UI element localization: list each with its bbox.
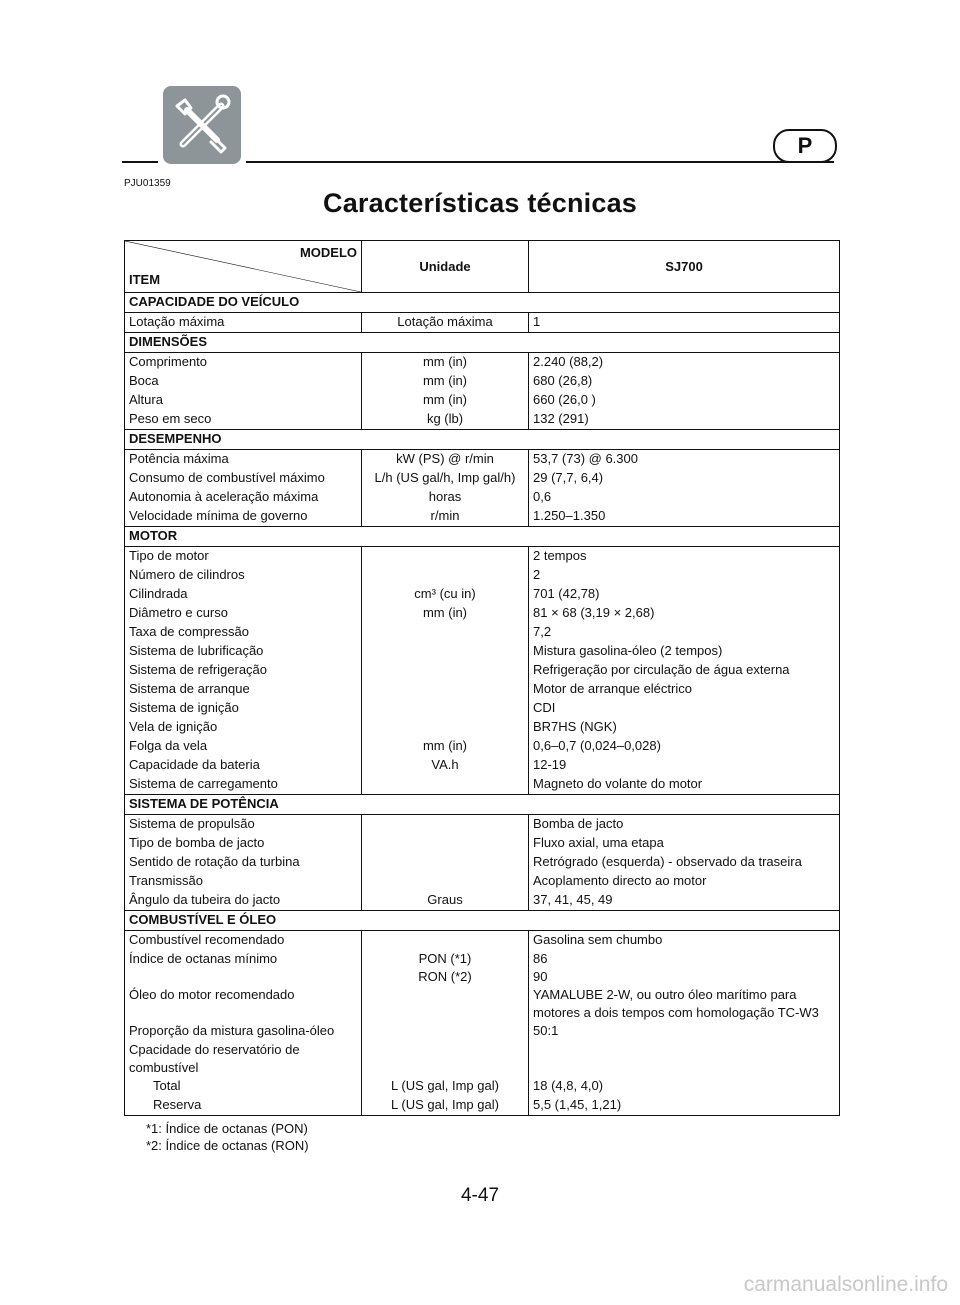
unit-cell: [362, 718, 529, 737]
header-diagonal-cell: [125, 241, 362, 293]
item-cell: Óleo do motor recomendado: [125, 986, 362, 1022]
unit-cell: VA.h: [362, 756, 529, 775]
value-cell: Gasolina sem chumbo: [533, 932, 663, 947]
unit-cell: mm (in): [362, 604, 529, 623]
value-cell: 86 90: [533, 951, 548, 984]
value-cell: Fluxo axial, uma etapa: [533, 835, 664, 850]
table-row: [125, 815, 840, 835]
section-header-row: [125, 333, 840, 353]
value-cell: Retrógrado (esquerda) - observado da traseira: [533, 854, 802, 869]
value-cell: BR7HS (NGK): [533, 719, 617, 734]
table-row: [125, 488, 840, 507]
unit-cell: [362, 1022, 529, 1041]
table-row: [125, 469, 840, 488]
value-cell: 701 (42,78): [533, 586, 600, 601]
unit-cell: [362, 547, 529, 567]
unit-cell: [362, 775, 529, 795]
value-cell: YAMALUBE 2-W, ou outro óleo marítimo para motores a dois tempos com homologação TC-W3: [533, 987, 819, 1020]
value-cell: 0,6: [533, 489, 552, 504]
unit-cell: Graus: [362, 891, 529, 911]
table-row: [125, 391, 840, 410]
item-cell: Ângulo da tubeira do jacto: [125, 891, 362, 911]
item-cell: Índice de octanas mínimo: [125, 950, 362, 986]
value-cell: Motor de arranque eléctrico: [533, 681, 692, 696]
item-cell: Combustível recomendado: [125, 931, 362, 951]
unit-cell: horas: [362, 488, 529, 507]
item-cell: Diâmetro e curso: [125, 604, 362, 623]
table-row: [125, 872, 840, 891]
item-cell: Cpacidade do reservatório de combustível: [125, 1041, 362, 1077]
unit-cell: mm (in): [362, 353, 529, 373]
unit-cell: [362, 931, 529, 951]
model-name-header: SJ700: [529, 241, 840, 293]
item-cell: Sentido de rotação da turbina: [125, 853, 362, 872]
item-cell: Folga da vela: [125, 737, 362, 756]
unit-cell: [362, 623, 529, 642]
value-cell: 50:1: [533, 1023, 559, 1038]
item-cell: Capacidade da bateria: [125, 756, 362, 775]
unit-cell: PON (*1) RON (*2): [362, 950, 529, 986]
table-row: [125, 680, 840, 699]
value-cell: 132 (291): [533, 411, 589, 426]
value-cell: [529, 1041, 840, 1077]
value-cell: 18 (4,8, 4,0): [533, 1078, 604, 1093]
value-cell: 0,6–0,7 (0,024–0,028): [533, 738, 661, 753]
value-cell: 5,5 (1,45, 1,21): [533, 1097, 622, 1112]
value-cell: Mistura gasolina-óleo (2 tempos): [533, 643, 723, 658]
footnotes: [146, 1120, 309, 1154]
unit-cell: kW (PS) @ r/min: [362, 450, 529, 470]
item-cell: Vela de ignição: [125, 718, 362, 737]
item-cell: Sistema de propulsão: [125, 815, 362, 835]
value-cell: 2: [533, 567, 541, 582]
unit-cell: [362, 986, 529, 1022]
value-cell: 660 (26,0 ): [533, 392, 596, 407]
item-cell: Tipo de motor: [125, 547, 362, 567]
unit-cell: [362, 1041, 529, 1077]
item-cell: Taxa de compressão: [125, 623, 362, 642]
unit-cell: Lotação máxima: [362, 313, 529, 333]
item-cell: Tipo de bomba de jacto: [125, 834, 362, 853]
value-cell: 53,7 (73) @ 6.300: [533, 451, 638, 466]
table-row: [125, 585, 840, 604]
table-row: [125, 950, 840, 986]
item-cell: Boca: [125, 372, 362, 391]
item-cell: Cilindrada: [125, 585, 362, 604]
value-cell: 2.240 (88,2): [533, 354, 604, 369]
value-cell: Refrigeração por circulação de água externa: [533, 662, 790, 677]
value-cell: 1: [533, 314, 541, 329]
item-cell: Reserva: [125, 1096, 362, 1116]
spec-table: [124, 240, 840, 1116]
table-row: [125, 1077, 840, 1096]
model-label: MODELO: [299, 245, 357, 260]
value-cell: Bomba de jacto: [533, 816, 624, 831]
item-cell: Proporção da mistura gasolina-óleo: [125, 1022, 362, 1041]
unit-cell: [362, 815, 529, 835]
table-row: [125, 623, 840, 642]
value-cell: 37, 41, 45, 49: [533, 892, 613, 907]
unit-cell: cm³ (cu in): [362, 585, 529, 604]
table-row: [125, 986, 840, 1022]
item-cell: Peso em seco: [125, 410, 362, 430]
value-cell: 12-19: [533, 757, 567, 772]
table-row: [125, 353, 840, 373]
table-row: [125, 1022, 840, 1041]
item-cell: Velocidade mínima de governo: [125, 507, 362, 527]
footnote-2: *2: Índice de octanas (RON): [146, 1138, 309, 1153]
section-code: PJU01359: [124, 178, 171, 189]
unit-cell: mm (in): [362, 372, 529, 391]
page-title: Características técnicas: [323, 188, 637, 218]
unit-cell: r/min: [362, 507, 529, 527]
table-row: [125, 313, 840, 333]
value-cell: 7,2: [533, 624, 552, 639]
unit-cell: [362, 661, 529, 680]
table-row: [125, 737, 840, 756]
table-row: [125, 1096, 840, 1116]
page-number: 4-47: [460, 1185, 500, 1206]
table-row: [125, 604, 840, 623]
language-badge: P: [773, 129, 837, 163]
unit-cell: mm (in): [362, 737, 529, 756]
header-rule-left: [122, 161, 158, 163]
section-title: MOTOR: [125, 527, 840, 547]
section-title: DESEMPENHO: [125, 430, 840, 450]
value-cell: 1.250–1.350: [533, 508, 606, 523]
value-cell: CDI: [533, 700, 556, 715]
section-title: DIMENSÕES: [125, 333, 840, 353]
table-row: [125, 891, 840, 911]
unit-cell: [362, 853, 529, 872]
item-cell: Sistema de refrigeração: [125, 661, 362, 680]
table-row: [125, 507, 840, 527]
item-cell: Autonomia à aceleração máxima: [125, 488, 362, 507]
unit-cell: [362, 566, 529, 585]
section-title: CAPACIDADE DO VEÍCULO: [125, 293, 840, 313]
unit-cell: mm (in): [362, 391, 529, 410]
item-cell: Número de cilindros: [125, 566, 362, 585]
section-header-row: [125, 911, 840, 931]
item-label: ITEM: [129, 272, 161, 287]
item-cell: Sistema de carregamento: [125, 775, 362, 795]
header-rule-right: [246, 161, 834, 163]
table-row: [125, 661, 840, 680]
table-row: [125, 642, 840, 661]
unit-cell: L (US gal, Imp gal): [362, 1096, 529, 1116]
value-cell: 81 × 68 (3,19 × 2,68): [533, 605, 655, 620]
table-row: [125, 834, 840, 853]
unit-cell: [362, 872, 529, 891]
table-row: [125, 853, 840, 872]
item-cell: Comprimento: [125, 353, 362, 373]
item-cell: Sistema de arranque: [125, 680, 362, 699]
table-row: [125, 410, 840, 430]
item-cell: Transmissão: [125, 872, 362, 891]
item-cell: Potência máxima: [125, 450, 362, 470]
table-row: [125, 372, 840, 391]
table-row: [125, 775, 840, 795]
item-cell: Consumo de combustível máximo: [125, 469, 362, 488]
unit-header: Unidade: [362, 241, 529, 293]
section-header-row: [125, 430, 840, 450]
unit-cell: kg (lb): [362, 410, 529, 430]
value-cell: Acoplamento directo ao motor: [533, 873, 707, 888]
item-cell: Lotação máxima: [125, 313, 362, 333]
value-cell: Magneto do volante do motor: [533, 776, 703, 791]
watermark: carmanualsonline.info: [743, 1273, 948, 1296]
item-cell: Altura: [125, 391, 362, 410]
table-row: [125, 547, 840, 567]
section-header-row: [125, 795, 840, 815]
item-cell: Sistema de lubrificação: [125, 642, 362, 661]
unit-cell: [362, 642, 529, 661]
table-row: [125, 931, 840, 951]
table-row: [125, 699, 840, 718]
value-cell: 680 (26,8): [533, 373, 593, 388]
section-header-row: [125, 293, 840, 313]
table-row: [125, 450, 840, 470]
unit-cell: [362, 680, 529, 699]
item-cell: Sistema de ignição: [125, 699, 362, 718]
table-row: [125, 718, 840, 737]
value-cell: 29 (7,7, 6,4): [533, 470, 604, 485]
item-cell: Total: [125, 1077, 362, 1096]
section-header-row: [125, 527, 840, 547]
unit-cell: L/h (US gal/h, Imp gal/h): [362, 469, 529, 488]
value-cell: 2 tempos: [533, 548, 587, 563]
table-header-row: [125, 241, 840, 293]
tools-icon: [163, 86, 241, 164]
unit-cell: [362, 699, 529, 718]
footnote-1: *1: Índice de octanas (PON): [146, 1121, 308, 1136]
unit-cell: L (US gal, Imp gal): [362, 1077, 529, 1096]
unit-cell: [362, 834, 529, 853]
table-row: [125, 566, 840, 585]
section-title: SISTEMA DE POTÊNCIA: [125, 795, 840, 815]
section-title: COMBUSTÍVEL E ÓLEO: [125, 911, 840, 931]
table-row: [125, 756, 840, 775]
table-row: [125, 1041, 840, 1077]
